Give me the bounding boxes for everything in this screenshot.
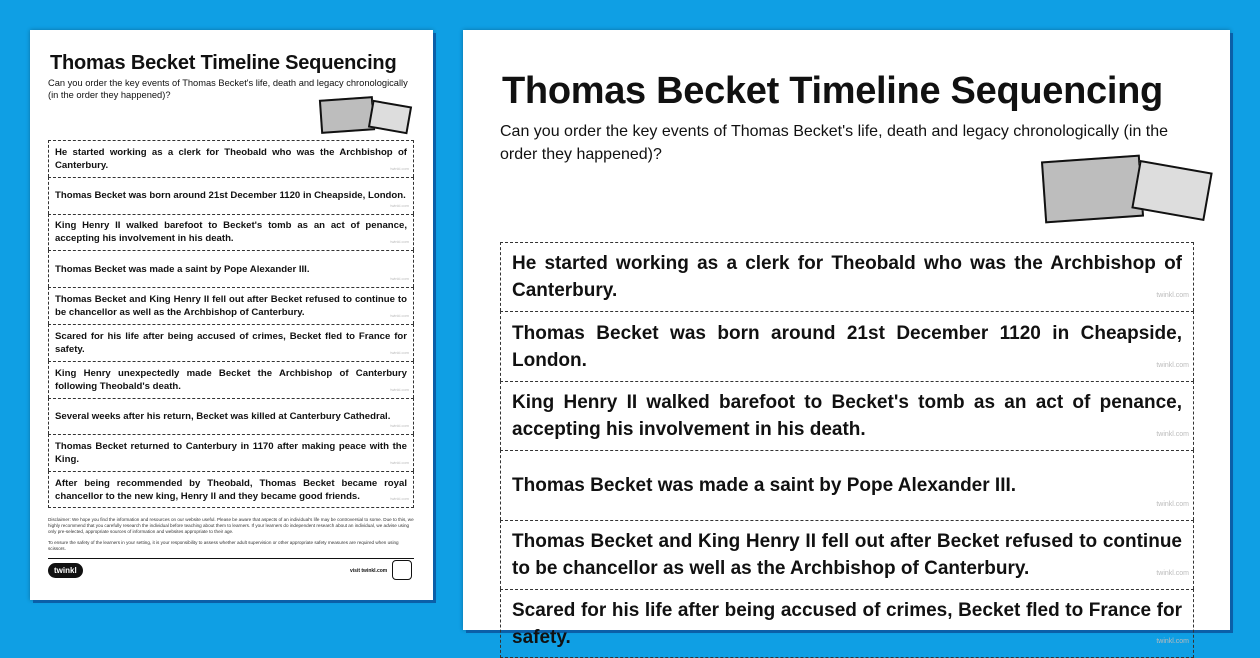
watermark: twinkl.com [390,423,409,429]
watermark: twinkl.com [1156,638,1189,646]
worksheet-title: Thomas Becket Timeline Sequencing [502,70,1163,112]
watermark: twinkl.com [390,239,409,245]
watermark: twinkl.com [390,460,409,466]
event-card[interactable] [48,214,414,251]
event-card-text: Scared for his life after being accused of crimes, Becket fled to France for safety. [512,599,1182,648]
event-card-text: King Henry II walked barefoot to Becket's tomb as an act of penance, accepting his involvement in his death. [512,391,1182,440]
event-card[interactable] [500,589,1194,658]
event-card[interactable] [500,450,1194,519]
event-card-text: Thomas Becket was made a saint by Pope Alexander III. [55,263,310,275]
event-card-text: Thomas Becket was made a saint by Pope Alexander III. [512,474,1017,496]
event-card[interactable] [48,471,414,508]
event-card-text: After being recommended by Theobald, Thomas Becket became royal chancellor to the new king, Henry II and they became good friends. [55,477,407,502]
watermark: twinkl.com [390,312,409,318]
disclaimer-text: Disclaimer: We hope you find the information and resources on our website useful. Please be aware that aspects of an individual's life may be controversial to some. Due to this, we highly recommend that you carefully research the individual before teaching about them to learners. If your learners do independent research about an individual, we advise using only pre-selected, appropriate sources of information and websites appropriate to their age. [48,517,414,534]
event-card[interactable] [48,361,414,398]
quality-badge-icon [392,560,412,580]
event-card[interactable] [48,398,414,435]
event-card-text: Several weeks after his return, Becket was killed at Canterbury Cathedral. [55,410,391,422]
event-card-text: Thomas Becket was born around 21st December 1120 in Cheapside, London. [55,190,406,202]
becket-portrait-image [319,96,375,134]
event-card-text: Thomas Becket was born around 21st December 1120 in Cheapside, London. [512,322,1182,371]
event-card[interactable] [500,242,1194,311]
event-card[interactable] [500,381,1194,450]
event-card[interactable] [48,324,414,361]
visit-link: visit twinkl.com [350,568,388,574]
watermark: twinkl.com [390,276,409,282]
event-card-text: Thomas Becket and King Henry II fell out after Becket refused to continue to be chancellor as well as the Archbishop of Canterbury. [55,294,407,319]
watermark: twinkl.com [390,386,409,392]
event-card-text: Thomas Becket returned to Canterbury in 1170 after making peace with the King. [55,441,407,466]
event-card-text: Thomas Becket and King Henry II fell out after Becket refused to continue to be chancellor as well as the Archbishop of Canterbury. [512,530,1182,579]
watermark: twinkl.com [390,165,409,171]
event-cards [500,242,1194,658]
worksheet-preview [463,30,1230,648]
worksheet-instructions: Can you order the key events of Thomas Becket's life, death and legacy chronologically (in the order they happened)? [48,78,408,100]
watermark: twinkl.com [390,495,409,501]
event-card-text: King Henry II walked barefoot to Becket's tomb as an act of penance, accepting his involvement in his death. [55,220,407,245]
safety-text: To ensure the safety of the learners in your setting, it is your responsibility to assess whether adult supervision or other appropriate safety measures are required when using scissors. [48,540,399,551]
worksheet-title: Thomas Becket Timeline Sequencing [50,52,397,74]
worksheet-instructions: Can you order the key events of Thomas Becket's life, death and legacy chronologically (in the order they happened)? [500,123,1169,163]
event-cards [48,140,414,508]
event-card-text: Scared for his life after being accused of crimes, Becket fled to France for safety. [55,330,407,355]
watermark: twinkl.com [1156,292,1189,300]
event-card[interactable] [500,520,1194,589]
event-card-text: King Henry unexpectedly made Becket the Archbishop of Canterbury following Theobald's death. [55,367,407,392]
watermark: twinkl.com [390,202,409,208]
event-card[interactable] [48,140,414,177]
becket-portrait-image [1041,155,1144,224]
watermark: twinkl.com [1156,569,1189,577]
event-card[interactable] [48,250,414,287]
watermark: twinkl.com [1156,361,1189,369]
worksheet-thumbnail[interactable] [30,30,433,600]
event-card[interactable] [500,311,1194,380]
watermark: twinkl.com [390,349,409,355]
twinkl-logo: twinkl [48,563,83,578]
event-card-text: He started working as a clerk for Theobald who was the Archbishop of Canterbury. [512,253,1182,302]
watermark: twinkl.com [1156,500,1189,508]
event-card[interactable] [48,287,414,324]
event-card[interactable] [48,177,414,214]
watermark: twinkl.com [1156,431,1189,439]
footer-divider [48,558,414,559]
event-card[interactable] [48,434,414,471]
event-card-text: He started working as a clerk for Theobald who was the Archbishop of Canterbury. [55,146,407,171]
disclaimer [48,517,414,557]
